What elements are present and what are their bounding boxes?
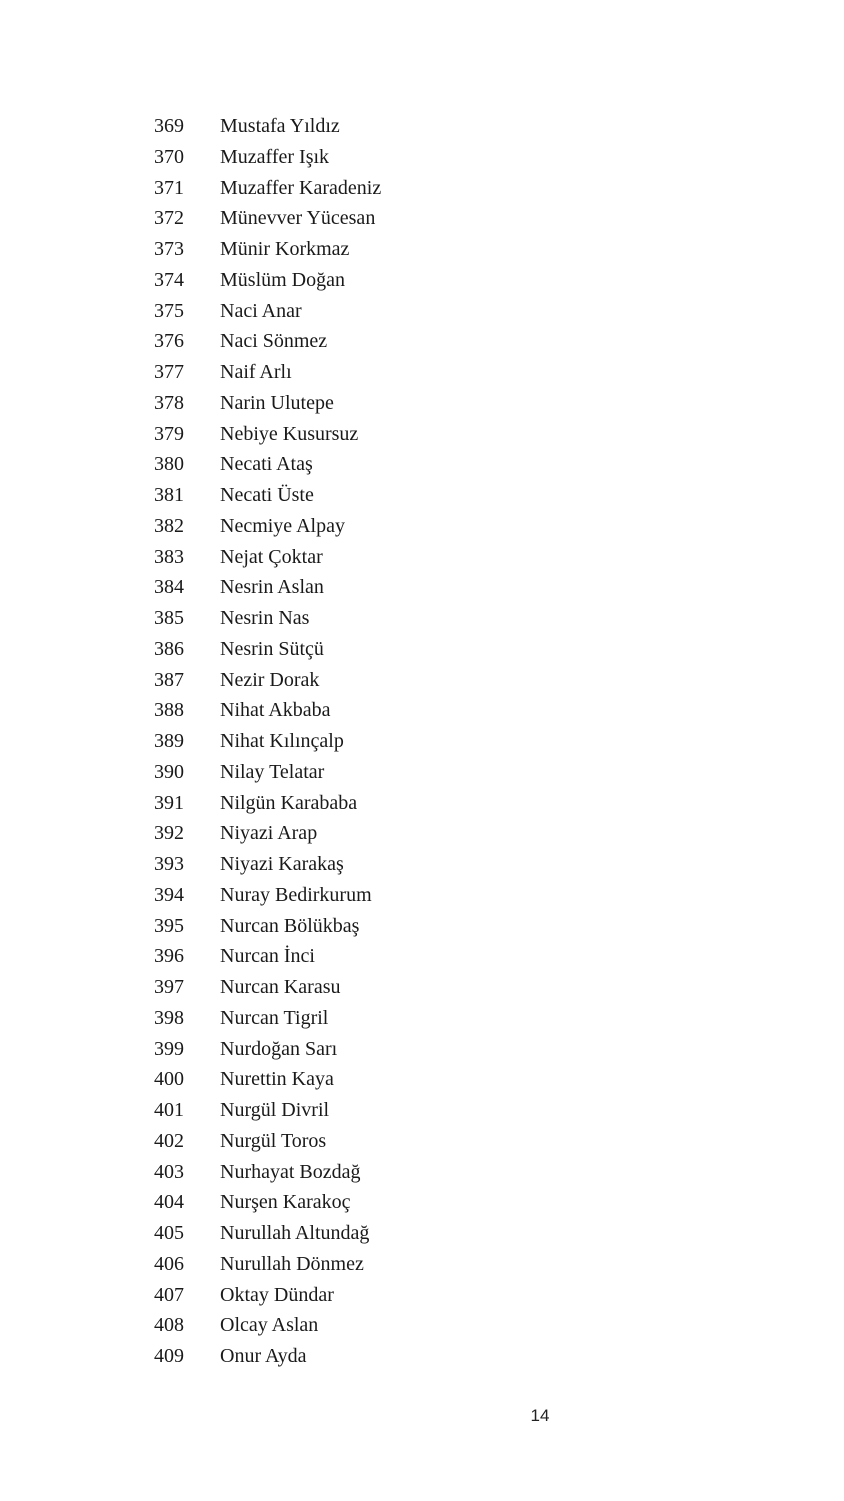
entry-name: Nurullah Altundağ xyxy=(220,1222,370,1244)
list-item xyxy=(0,818,844,849)
list-item xyxy=(0,941,844,972)
entry-number: 384 xyxy=(154,576,184,599)
entry-number: 370 xyxy=(154,145,184,168)
entry-number: 396 xyxy=(154,945,184,968)
entry-name: Naci Anar xyxy=(220,299,302,322)
entry-name: Nurullah Dönmez xyxy=(220,1252,364,1275)
entry-name: Nurettin Kaya xyxy=(220,1068,334,1091)
list-item xyxy=(0,634,844,665)
entry-number: 387 xyxy=(154,668,184,691)
entry-number: 405 xyxy=(154,1222,184,1244)
entry-name: Olcay Aslan xyxy=(220,1314,319,1337)
entry-number: 406 xyxy=(154,1252,184,1275)
list-item xyxy=(0,1064,844,1095)
entry-name: Muzaffer Işık xyxy=(220,145,330,168)
entry-name: Niyazi Karakaş xyxy=(220,853,344,875)
list-item xyxy=(0,1157,844,1188)
list-item xyxy=(0,1187,844,1218)
entry-number: 373 xyxy=(154,238,184,260)
entry-number: 407 xyxy=(154,1283,184,1306)
entry-number: 374 xyxy=(154,268,184,291)
list-item xyxy=(0,111,844,142)
entry-number: 378 xyxy=(154,391,184,414)
list-item xyxy=(0,173,844,204)
list-item xyxy=(0,1310,844,1341)
list-item xyxy=(0,234,844,265)
entry-name: Nebiye Kusursuz xyxy=(220,422,359,445)
entry-name: Nilay Telatar xyxy=(220,760,325,783)
entry-number: 397 xyxy=(154,976,184,998)
entry-name: Nejat Çoktar xyxy=(220,545,323,568)
entry-name: Oktay Dündar xyxy=(220,1283,334,1306)
entry-name: Necati Ataş xyxy=(220,453,313,476)
list-item xyxy=(0,695,844,726)
list-item xyxy=(0,1126,844,1157)
entry-number: 376 xyxy=(154,330,184,353)
entry-number: 392 xyxy=(154,822,184,845)
entry-name: Nurgül Divril xyxy=(220,1099,330,1121)
entry-number: 404 xyxy=(154,1191,184,1214)
entry-name: Necati Üste xyxy=(220,484,314,506)
entry-number: 388 xyxy=(154,699,184,722)
entry-number: 393 xyxy=(154,853,184,875)
entry-name: Nurdoğan Sarı xyxy=(220,1037,338,1060)
list-item xyxy=(0,1249,844,1280)
entry-name: Nurcan İnci xyxy=(220,945,315,968)
entry-number: 377 xyxy=(154,361,184,383)
entry-number: 381 xyxy=(154,484,184,506)
list-item xyxy=(0,757,844,788)
list-item xyxy=(0,203,844,234)
list-item xyxy=(0,849,844,880)
entry-name: Nurhayat Bozdağ xyxy=(220,1160,361,1183)
entry-number: 400 xyxy=(154,1068,184,1091)
list-item xyxy=(0,972,844,1003)
list-item xyxy=(0,911,844,942)
entry-number: 408 xyxy=(154,1314,184,1337)
list-item xyxy=(0,603,844,634)
list-item xyxy=(0,419,844,450)
name-list xyxy=(0,111,844,1372)
entry-name: Mustafa Yıldız xyxy=(220,115,340,137)
entry-name: Niyazi Arap xyxy=(220,822,318,845)
entry-number: 394 xyxy=(154,883,184,906)
entry-number: 395 xyxy=(154,914,184,937)
entry-name: Nurcan Karasu xyxy=(220,976,341,998)
entry-number: 375 xyxy=(154,299,184,322)
entry-number: 383 xyxy=(154,545,184,568)
entry-number: 380 xyxy=(154,453,184,476)
entry-name: Münir Korkmaz xyxy=(220,238,350,260)
list-item xyxy=(0,542,844,573)
list-item xyxy=(0,1095,844,1126)
entry-number: 379 xyxy=(154,422,184,445)
entry-number: 403 xyxy=(154,1160,184,1183)
list-item xyxy=(0,726,844,757)
list-item xyxy=(0,880,844,911)
list-item xyxy=(0,296,844,327)
entry-name: Nesrin Nas xyxy=(220,607,310,629)
entry-name: Naif Arlı xyxy=(220,361,292,383)
entry-name: Nezir Dorak xyxy=(220,668,320,691)
list-item xyxy=(0,1341,844,1372)
entry-number: 402 xyxy=(154,1129,184,1152)
entry-number: 398 xyxy=(154,1006,184,1029)
entry-number: 371 xyxy=(154,176,184,199)
list-item xyxy=(0,388,844,419)
list-item xyxy=(0,1218,844,1249)
entry-name: Müslüm Doğan xyxy=(220,268,345,291)
entry-name: Nihat Kılınçalp xyxy=(220,730,344,752)
entry-name: Nurgül Toros xyxy=(220,1129,327,1152)
entry-name: Nurşen Karakoç xyxy=(220,1191,351,1214)
list-item xyxy=(0,142,844,173)
list-item xyxy=(0,326,844,357)
entry-number: 382 xyxy=(154,514,184,537)
list-item xyxy=(0,788,844,819)
list-item xyxy=(0,480,844,511)
list-item xyxy=(0,357,844,388)
entry-number: 372 xyxy=(154,207,184,230)
entry-number: 389 xyxy=(154,730,184,752)
list-item xyxy=(0,572,844,603)
entry-name: Nurcan Bölükbaş xyxy=(220,914,360,937)
entry-name: Nurcan Tigril xyxy=(220,1006,329,1029)
entry-name: Narin Ulutepe xyxy=(220,391,334,414)
list-item xyxy=(0,665,844,696)
list-item xyxy=(0,265,844,296)
entry-number: 386 xyxy=(154,637,184,660)
list-item xyxy=(0,511,844,542)
entry-name: Nilgün Karababa xyxy=(220,791,358,814)
entry-name: Nihat Akbaba xyxy=(220,699,331,722)
list-item xyxy=(0,1003,844,1034)
entry-name: Muzaffer Karadeniz xyxy=(220,176,382,199)
list-item xyxy=(0,1280,844,1311)
entry-number: 399 xyxy=(154,1037,184,1060)
entry-number: 390 xyxy=(154,760,184,783)
entry-number: 409 xyxy=(154,1345,184,1367)
entry-number: 401 xyxy=(154,1099,184,1121)
entry-name: Onur Ayda xyxy=(220,1345,307,1367)
entry-number: 385 xyxy=(154,607,184,629)
list-item xyxy=(0,449,844,480)
entry-name: Nesrin Aslan xyxy=(220,576,324,599)
entry-name: Nuray Bedirkurum xyxy=(220,883,372,906)
entry-name: Naci Sönmez xyxy=(220,330,328,353)
page-number: 14 xyxy=(530,1406,550,1425)
list-item xyxy=(0,1034,844,1065)
entry-name: Münevver Yücesan xyxy=(220,207,376,230)
entry-name: Necmiye Alpay xyxy=(220,514,345,537)
entry-number: 391 xyxy=(154,791,184,814)
entry-number: 369 xyxy=(154,115,184,137)
entry-name: Nesrin Sütçü xyxy=(220,637,324,660)
